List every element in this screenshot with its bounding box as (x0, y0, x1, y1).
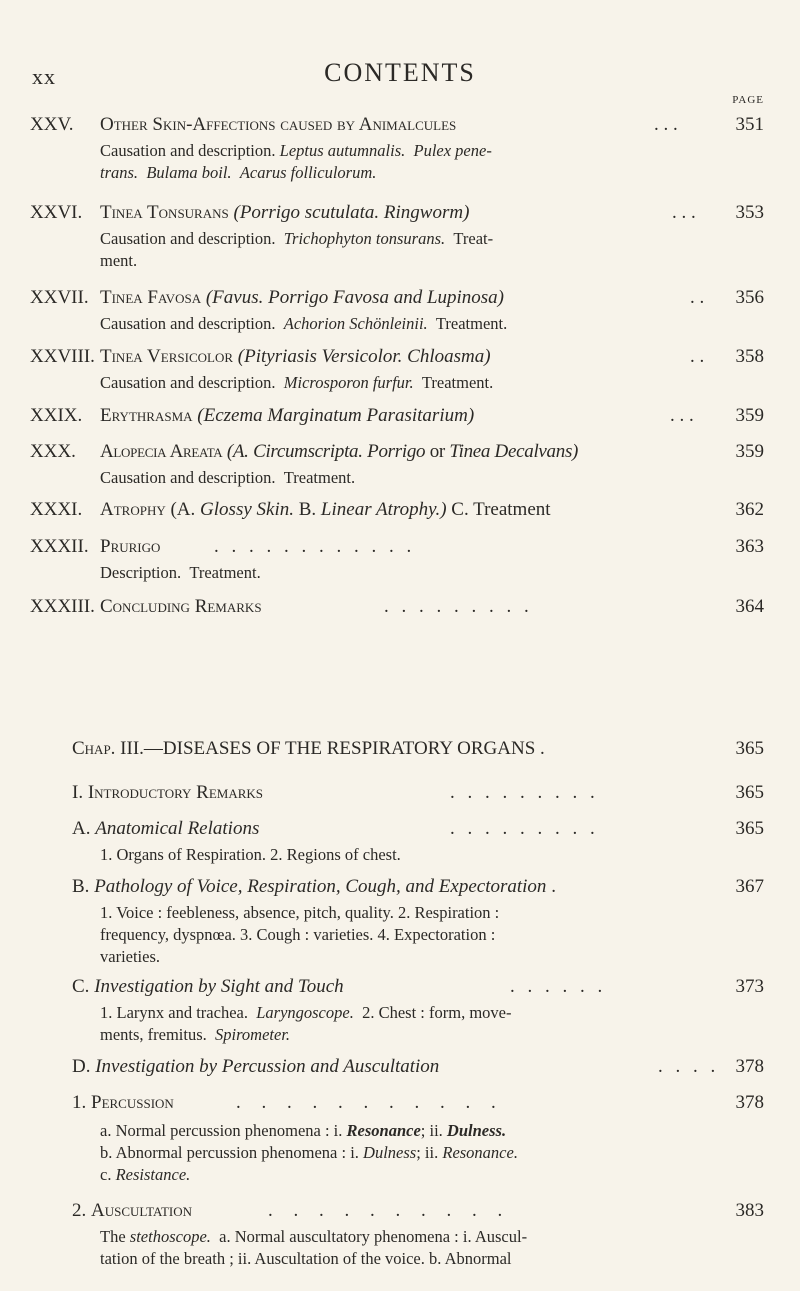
leader-dots: . . . . (658, 1056, 720, 1077)
entry-description: 1. Organs of Respiration. 2. Regions of chest. (100, 845, 401, 864)
entry-title: B. Pathology of Voice, Respiration, Cough, and Expectoration . (72, 876, 556, 897)
entry-number: XXXII. (30, 536, 89, 557)
toc-entry (0, 441, 800, 487)
entry-page: 365 (735, 782, 764, 803)
entry-number: XXXI. (30, 499, 83, 520)
toc-entry (0, 1092, 800, 1184)
leader-dots: . . . . . . . . . (384, 596, 533, 617)
entry-page: 378 (735, 1056, 764, 1077)
toc-entry (0, 405, 800, 429)
leader-dots: . . . . . . . . . . (268, 1200, 511, 1221)
toc-entry (0, 1200, 800, 1268)
entry-title: Alopecia Areata (A. Circumscripta. Porrigo or Tinea Decalvans) (100, 441, 579, 462)
entry-page: 359 (735, 441, 764, 462)
entry-title: C. Investigation by Sight and Touch (72, 976, 344, 997)
chapter-title: Chap. III.—DISEASES OF THE RESPIRATORY ORGANS . (72, 738, 545, 759)
page-title: CONTENTS (324, 58, 476, 87)
entry-description: Causation and description. Microsporon furfur. Treatment. (100, 373, 494, 392)
leader-dots: . . . (670, 405, 694, 426)
leader-dots: . . . . . . . . . (450, 818, 599, 839)
leader-dots: . . (690, 346, 705, 367)
toc-entry (0, 976, 800, 1044)
leader-dots: . . . . . . . . . . . . (214, 536, 416, 557)
entry-description: Causation and description. Trichophyton tonsurans. Treat- ment. (100, 229, 494, 270)
entry-title: D. Investigation by Percussion and Auscultation (72, 1056, 440, 1077)
entry-description: Causation and description. Leptus autumnalis. Pulex pene- trans. Bulama boil. Acarus folliculorum. (100, 141, 492, 182)
leader-dots: . . . (654, 114, 678, 135)
toc-entry (0, 202, 800, 270)
page-folio: xx (32, 64, 56, 89)
chapter-heading (0, 738, 800, 762)
entry-number: XXIX. (30, 405, 83, 426)
toc-entry (0, 536, 800, 582)
leader-dots: . . . . . . . . . . . (236, 1092, 504, 1113)
entry-description: Causation and description. Achorion Schönleinii. Treatment. (100, 314, 508, 333)
entry-number: XXXIII. (30, 596, 95, 617)
running-header (30, 58, 770, 94)
entry-number: XXX. (30, 441, 76, 462)
entry-title: I. Introductory Remarks (72, 782, 264, 803)
entry-title: Concluding Remarks (100, 596, 262, 617)
toc-entry (0, 114, 800, 182)
toc-entry (0, 782, 800, 806)
entry-page: 365 (735, 818, 764, 839)
toc-entry (0, 287, 800, 333)
entry-page: 363 (735, 536, 764, 557)
toc-entry (0, 346, 800, 392)
entry-title: Tinea Favosa (Favus. Porrigo Favosa and Lupinosa) (100, 287, 505, 308)
leader-dots: . . (690, 287, 705, 308)
entry-page: 378 (735, 1092, 764, 1113)
leader-dots: . . . . . . (510, 976, 607, 997)
entry-number: XXV. (30, 114, 74, 135)
entry-title: 1. Percussion (72, 1092, 174, 1113)
entry-page: 356 (735, 287, 764, 308)
entry-description: 1. Larynx and trachea. Laryngoscope. 2. Chest : form, move- ments, fremitus. Spirometer. (100, 1003, 512, 1044)
entry-title: Tinea Tonsurans (Porrigo scutulata. Ringworm) (100, 202, 470, 223)
entry-description: Description. Treatment. (100, 563, 261, 582)
entry-description: The stethoscope. a. Normal auscultatory phenomena : i. Auscul- tation of the breath ; ii. Auscultation of the voice. b. Abnormal (100, 1227, 528, 1268)
leader-dots: . . . (672, 202, 696, 223)
leader-dots: . . . . . . . . . (450, 782, 599, 803)
entry-title: Tinea Versicolor (Pityriasis Versicolor. Chloasma) (100, 346, 491, 367)
entry-number: XXVII. (30, 287, 89, 308)
entry-number: XXVIII. (30, 346, 95, 367)
entry-page: 364 (735, 596, 764, 617)
entry-title: Other Skin-Affections caused by Animalcules (100, 114, 457, 135)
entry-description: Causation and description. Treatment. (100, 468, 356, 487)
entry-page: 373 (735, 976, 764, 997)
toc-entry (0, 596, 800, 620)
entry-title: Atrophy (A. Glossy Skin. B. Linear Atrophy.) C. Treatment (100, 499, 551, 520)
entry-title: A. Anatomical Relations (72, 818, 260, 839)
entry-page: 362 (735, 499, 764, 520)
entry-page: 365 (735, 738, 764, 759)
entry-title: Prurigo (100, 536, 161, 557)
entry-number: XXVI. (30, 202, 83, 223)
entry-title: Erythrasma (Eczema Marginatum Parasitarium) (100, 405, 475, 426)
entry-page: 358 (735, 346, 764, 367)
page-column-label: PAGE (732, 94, 764, 106)
toc-entry (0, 499, 800, 523)
entry-page: 359 (735, 405, 764, 426)
entry-page: 353 (735, 202, 764, 223)
entry-description: a. Normal percussion phenomena : i. Resonance; ii. Dulness. b. Abnormal percussion phenomena : i. Dulness; ii. Resonance. c. Resistance. (100, 1121, 518, 1184)
toc-entry (0, 818, 800, 864)
entry-page: 383 (735, 1200, 764, 1221)
toc-entry (0, 876, 800, 966)
entry-description: 1. Voice : feebleness, absence, pitch, quality. 2. Respiration : frequency, dyspnœa. 3. Cough : varieties. 4. Expectoration : varieties. (100, 903, 500, 966)
toc-entry (0, 1056, 800, 1080)
entry-page: 367 (735, 876, 764, 897)
entry-title: 2. Auscultation (72, 1200, 193, 1221)
entry-page: 351 (735, 114, 764, 135)
